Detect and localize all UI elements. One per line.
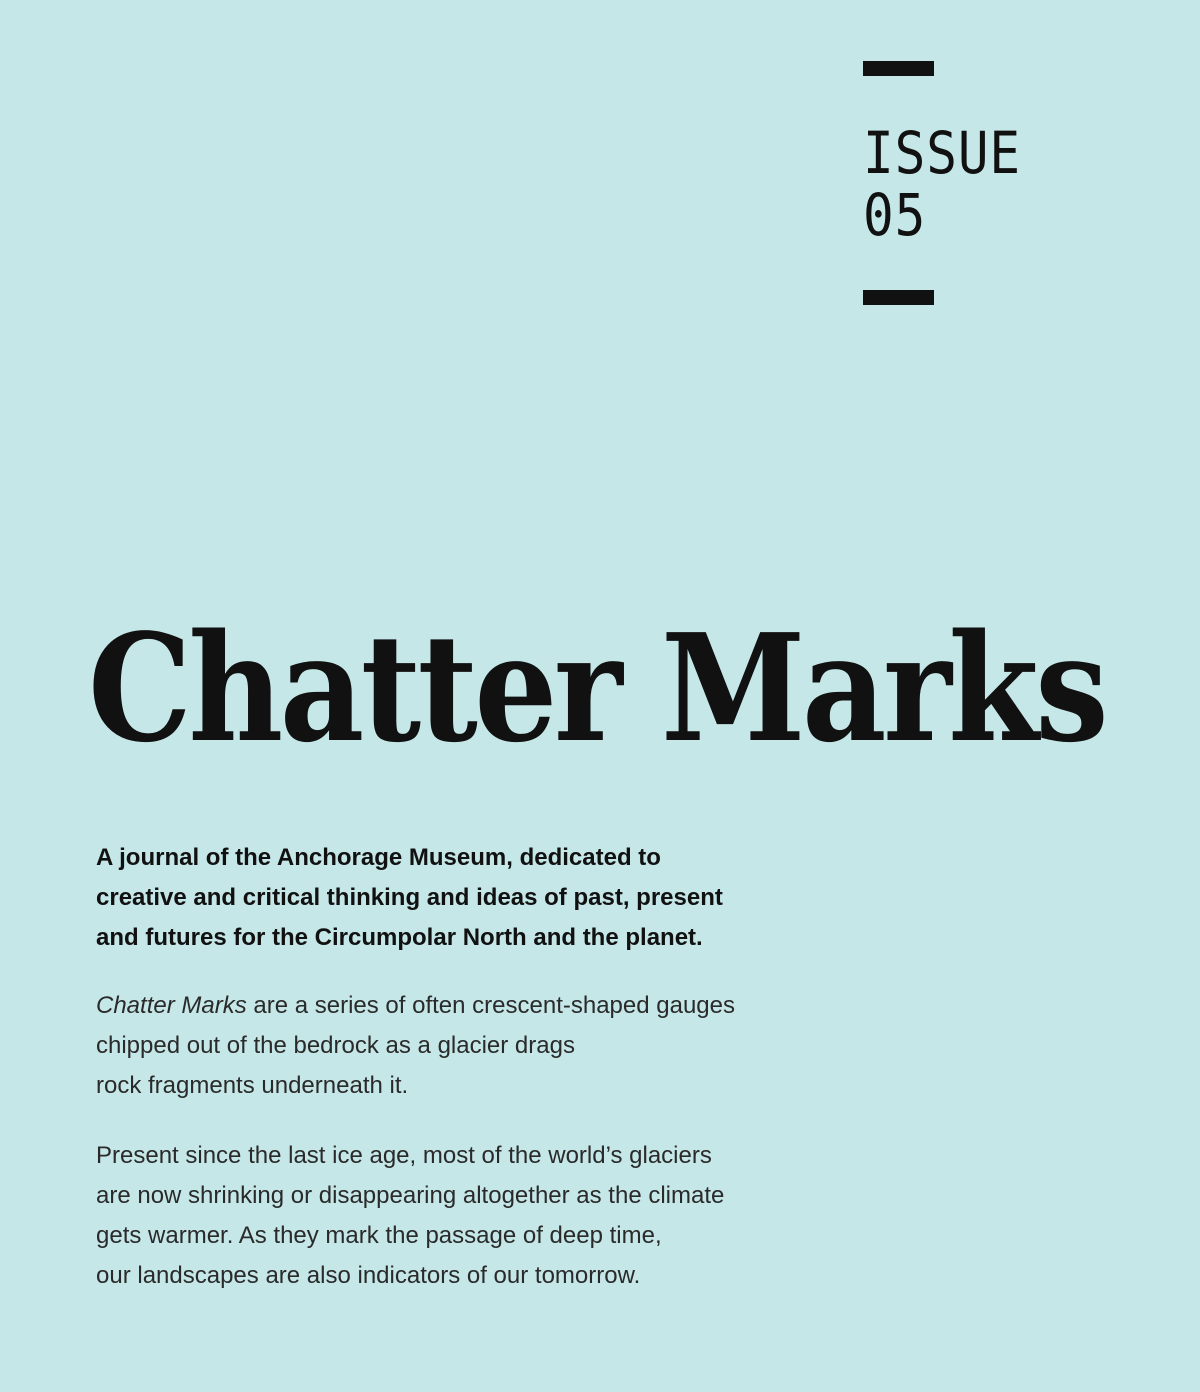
- intro-text: [96, 838, 816, 1296]
- definition-rest: are a series of often crescent-shaped gauges: [246, 992, 735, 1019]
- definition-term: Chatter Marks: [96, 992, 247, 1019]
- climate-line: Present since the last ice age, most of the world’s glaciers: [96, 1142, 712, 1169]
- lede-line: A journal of the Anchorage Museum, dedicated to: [96, 844, 661, 871]
- definition-line: [96, 986, 816, 1026]
- climate-line: are now shrinking or disappearing altogether as the climate: [96, 1182, 725, 1209]
- climate-line: gets warmer. As they mark the passage of deep time,: [96, 1222, 662, 1249]
- top-rule: [863, 61, 934, 76]
- definition-paragraph: [96, 986, 816, 1106]
- issue-marker: [863, 61, 1063, 305]
- lede-paragraph: [96, 838, 816, 958]
- lede-line: and futures for the Circumpolar North and the planet.: [96, 924, 703, 951]
- issue-number: 05: [863, 181, 927, 249]
- issue-word: ISSUE: [863, 119, 1022, 187]
- definition-line: chipped out of the bedrock as a glacier drags: [96, 1032, 575, 1059]
- journal-title: Chatter Marks: [88, 601, 1106, 775]
- definition-line: rock fragments underneath it.: [96, 1072, 409, 1099]
- climate-line: our landscapes are also indicators of our tomorrow.: [96, 1262, 641, 1289]
- bottom-rule: [863, 290, 934, 305]
- climate-paragraph: [96, 1136, 816, 1296]
- lede-line: creative and critical thinking and ideas of past, present: [96, 884, 723, 911]
- issue-label: [863, 119, 1039, 249]
